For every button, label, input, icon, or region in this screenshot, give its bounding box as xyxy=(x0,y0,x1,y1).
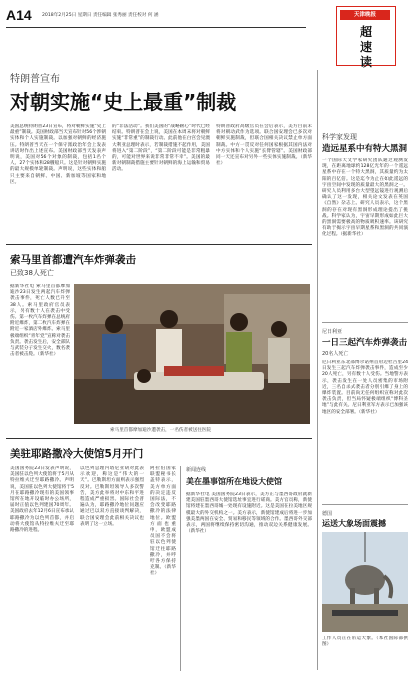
embassy-headline: 美驻耶路撒冷大使馆5月开门 xyxy=(10,448,144,460)
somalia-subhead: 已致38人死亡 xyxy=(10,269,54,277)
germany-photo-image xyxy=(322,532,408,632)
tech-body: 一个国际天文学家研究团队通过观测发现，在距离地球约128亿光年的一个遥远星系中存在一个特大黑洞，其质量约为太阳的百亿倍。这是迄今为止在如此遥远的宇宙空间中发现的质量最大的黑洞之一。研究人员利用多台大型望远镜进行观测后确认了这一发现，相关论文发表在英国《自然》杂志上。研究人员表示，这个黑洞的存在对现有黑洞形成理论提出了挑战。科学家认为，宇宙早期形成如此巨大的黑洞需要极高的物质吸积速率。该研究有助于揭示宇宙早期星系和黑洞的共同演化过程。（据新华社） xyxy=(322,158,408,238)
mexico-divider xyxy=(180,466,181,671)
rule-germany xyxy=(322,504,408,505)
somalia-photo xyxy=(74,284,310,424)
germany-kicker: 德国 xyxy=(322,511,333,517)
lead-headline: 对朝实施“史上最重”制裁 xyxy=(10,90,237,114)
mexico-kicker: 新闻连线 xyxy=(186,467,207,473)
section-title xyxy=(337,25,395,70)
mexico-headline: 美在墨事馆所在地设大使馆 xyxy=(186,477,282,486)
rule-nigeria xyxy=(322,322,408,323)
tech-headline: 造远星系中有特大黑洞 xyxy=(322,144,408,154)
lead-kicker: 特朗普宣布 xyxy=(10,74,60,85)
date-line: 2018年2月25日 星期日 责任编辑 张秀丽 责任校对 何 涵 xyxy=(42,13,159,18)
nigeria-body: 尼日利亚东北部博尔诺州首府迈杜古里24日发生三起汽车炸弹袭击事件，造成至少20人死亡，另有数十人受伤。当地警方表示，袭击发生在一处人员密集的市场附近，三名自杀式袭击者分别引爆了身上的爆炸装置。目前尚无任何组织宣称对此次袭击负责，但当局怀疑极端组织“博科圣地”与此有关。尼日利亚军方表示已加强该地区的安全部署。（新华社） xyxy=(322,360,408,415)
embassy-col-1: 美国国务院23日发表声明说，美国驻以色列大使馆将于5月从特拉维夫迁至耶路撒冷。声明说，美国驻以色列大使馆将于5月在耶路撒冷现有的美国领事馆所在地开设临时办公场所，届时正值以色列建国70周年。美国政府去年12月6日宣布承认耶路撒冷为以色列首都，并启动将大使馆从特拉维夫迁至耶路撒冷的进程。 xyxy=(10,466,74,534)
embassy-col-3: 阿拉伯国家联盟秘书长盖特表示，美方单方面的决定违反国际法，不会改变耶路撒冷的法律地位。欧盟方面也重申，欧盟成员国不会将驻以色列使馆迁往耶路撒冷，并呼吁各方保持克制。（新华社） xyxy=(150,466,176,577)
tech-kicker: 科学家发现 xyxy=(322,133,357,141)
embassy-col-2: 以色列总理内塔尼亚胡对此表示欢迎，称这是“伟大的一天”。巴勒斯坦方面则表示强烈反对。巴勒斯坦领导人多次警告，美方此举将对中东和平进程造成严重损害。国际社会普遍认为，耶路撒冷地位问题应通过巴以双方直接谈判解决，联合国安理会此前相关决议也表明了这一立场。 xyxy=(80,466,144,527)
logo: 天津晚报 xyxy=(340,10,390,20)
page-code: A14 xyxy=(6,7,32,23)
header-rule xyxy=(6,27,306,28)
section-title-text: 超速读 xyxy=(359,25,372,69)
rule-somalia xyxy=(6,244,312,245)
germany-caption: 工作人员正在吊运大象。（本社国际部供图） xyxy=(322,636,408,648)
somalia-caption: 索马里首都摩加迪沙遭袭击，一名伤者被送往医院 xyxy=(110,428,212,433)
lead-col-1: 美国总统特朗普23日宣布，将对朝鲜实施“史上最重”制裁。美国财政部当天宣布针对56个涉朝实体和个人实施制裁。以加强对朝鲜的经济施压。特朗普当天在一个保守派政治年会上发表讲话时作出上述宣布。美国财政部当天发表声明说，美国对56个对象的制裁，包括1名个人、27个实体和28艘船只。这是针对朝鲜实施的最大规模单轮制裁。声明说，这些实体和船只主要来自朝鲜、中国、新加坡等国家和地区。 xyxy=(10,124,106,185)
mexico-body: 据新华社电 美国国务院23日表示，美方正与墨西哥政府就新建美国驻墨西哥大使馆选址事宜进行磋商。美方官员称，新使馆将建在墨西哥城一处现有设施附近。这是美国在拉美地区规模最大的外交机构之一。美方表示，新使馆建成后将进一步加强美墨两国在安全、贸易和移民等领域的合作。墨西哥外交部表示，两国将继续保持密切沟通，推动双边关系健康发展。（新华社） xyxy=(186,492,312,535)
nigeria-subhead: 20名人死亡 xyxy=(322,351,349,357)
nigeria-kicker: 尼日利亚 xyxy=(322,329,343,335)
somalia-headline: 索马里首都遭汽车炸弹袭击 xyxy=(10,254,136,266)
lead-col-2: 的“非法活动”。我们美国的“战略耐心”时代已经结束。特朗普在会上说，美国在本周末将对朝鲜实施“非常重”的制裁行动。此前他在白宫会见澳大利亚总理时表示，若制裁措施不起作用，美国将进入“第二阶段”，“第二阶段可能是非常粗暴的，可能对世界来说非常非常不幸”。美国的最新对朝制裁措施主要针对朝鲜的海上运输和贸易活动。 xyxy=(112,124,210,173)
rule-embassy xyxy=(6,438,312,439)
germany-headline: 运送大象场面震撼 xyxy=(322,519,386,528)
lead-col-3: 特朗普政府高级官员在会后表示，美方目前未将对朝动武作为选项。联合国安理会已多次对朝鲜实施制裁，但联合国相关决议禁止单方面制裁。中方一贯反对任何国家根据其国内法对中方实体和个人实施“长臂管辖”。美国财政部同一天还宣布对另外一些实体实施制裁。（新华社） xyxy=(216,124,312,167)
nigeria-headline: 一日三起汽车炸弹袭击 xyxy=(322,338,408,348)
germany-photo xyxy=(322,532,408,632)
somalia-photo-image xyxy=(74,284,310,424)
column-divider xyxy=(317,70,318,670)
logo-box xyxy=(336,6,396,69)
somalia-body: 据新华社电 索马里首都摩加迪沙23日发生两起汽车炸弹袭击事件，死亡人数已升至38人。索马里政府官员表示，另有数十人在袭击中受伤。第一枚汽车炸弹在总统府附近爆炸，第二枚汽车炸弹在附近一家酒店外爆炸。索马里极端组织“青年党”宣称对袭击负责。袭击发生后，安全部队与武装分子发生交火，数名袭击者被击毙。（新华社） xyxy=(10,284,70,358)
